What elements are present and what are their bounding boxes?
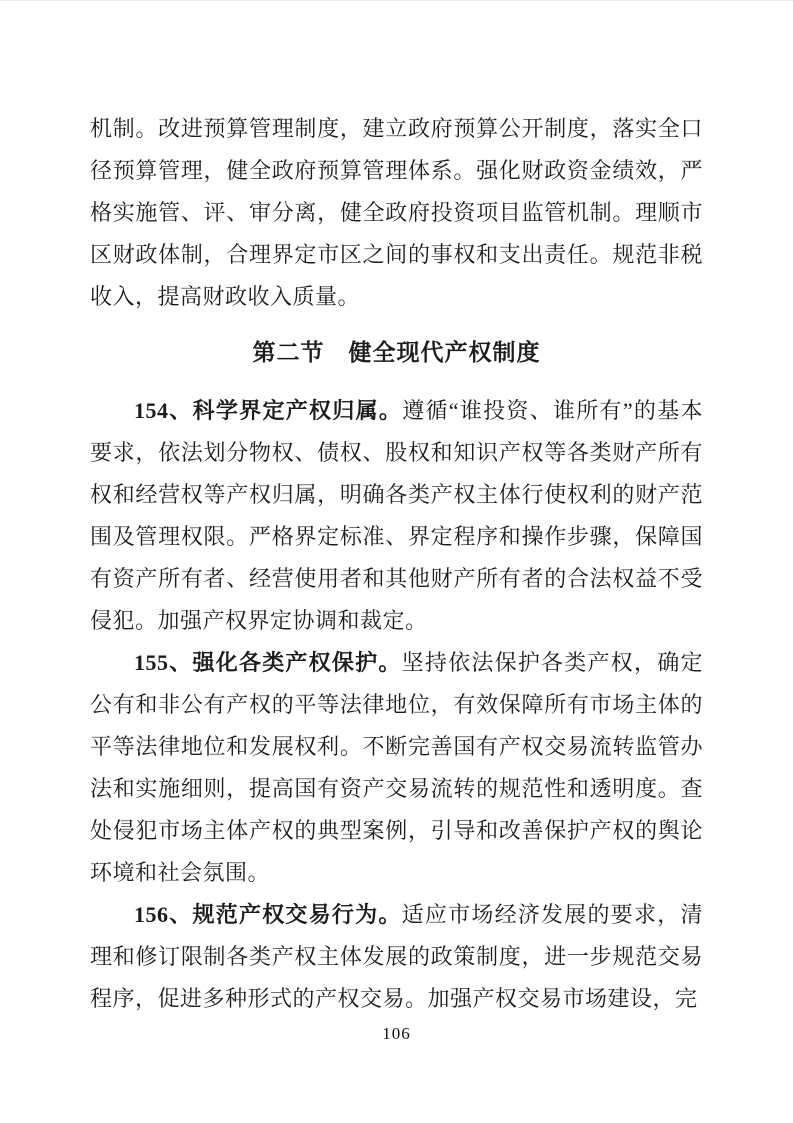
text-content [90, 108, 703, 1020]
item-156-body: 适应市场经济发展的要求，清理和修订限制各类产权主体发展的政策制度，进一步规范交易程序，促进多种形式的产权交易。加强产权交易市场建设，完 [90, 902, 703, 1011]
item-155-lead: 155、强化各类产权保护。 [134, 650, 402, 675]
intro-paragraph: 机制。改进预算管理制度，建立政府预算公开制度，落实全口径预算管理，健全政府预算管理体系。强化财政资金绩效，严格实施管、评、审分离，健全政府投资项目监管机制。理顺市区财政体制，合理界定市区之间的事权和支出责任。规范非税收入，提高财政收入质量。 [90, 116, 703, 309]
paragraph-item-154 [90, 390, 703, 642]
paragraph-item-156 [90, 894, 703, 1020]
item-154-lead: 154、科学界定产权归属。 [134, 398, 403, 423]
item-156-lead: 156、规范产权交易行为。 [134, 902, 402, 927]
item-154-body: 遵循“谁投资、谁所有”的基本要求，依法划分物权、债权、股权和知识产权等各类财产所有权和经营权等产权归属，明确各类产权主体行使权利的财产范围及管理权限。严格界定标准、界定程序和操作步骤，保障国有资产所有者、经营使用者和其他财产所有者的合法权益不受侵犯。加强产权界定协调和裁定。 [90, 398, 703, 633]
item-155-body: 坚持依法保护各类产权，确定公有和非公有产权的平等法律地位，有效保障所有市场主体的平等法律地位和发展权利。不断完善国有产权交易流转监管办法和实施细则，提高国有资产交易流转的规范性和透明度。查处侵犯市场主体产权的典型案例，引导和改善保护产权的舆论环境和社会氛围。 [90, 650, 703, 885]
paragraph-item-155 [90, 642, 703, 894]
section-heading: 第二节 健全现代产权制度 [252, 340, 541, 365]
page-number: 106 [382, 1024, 411, 1043]
